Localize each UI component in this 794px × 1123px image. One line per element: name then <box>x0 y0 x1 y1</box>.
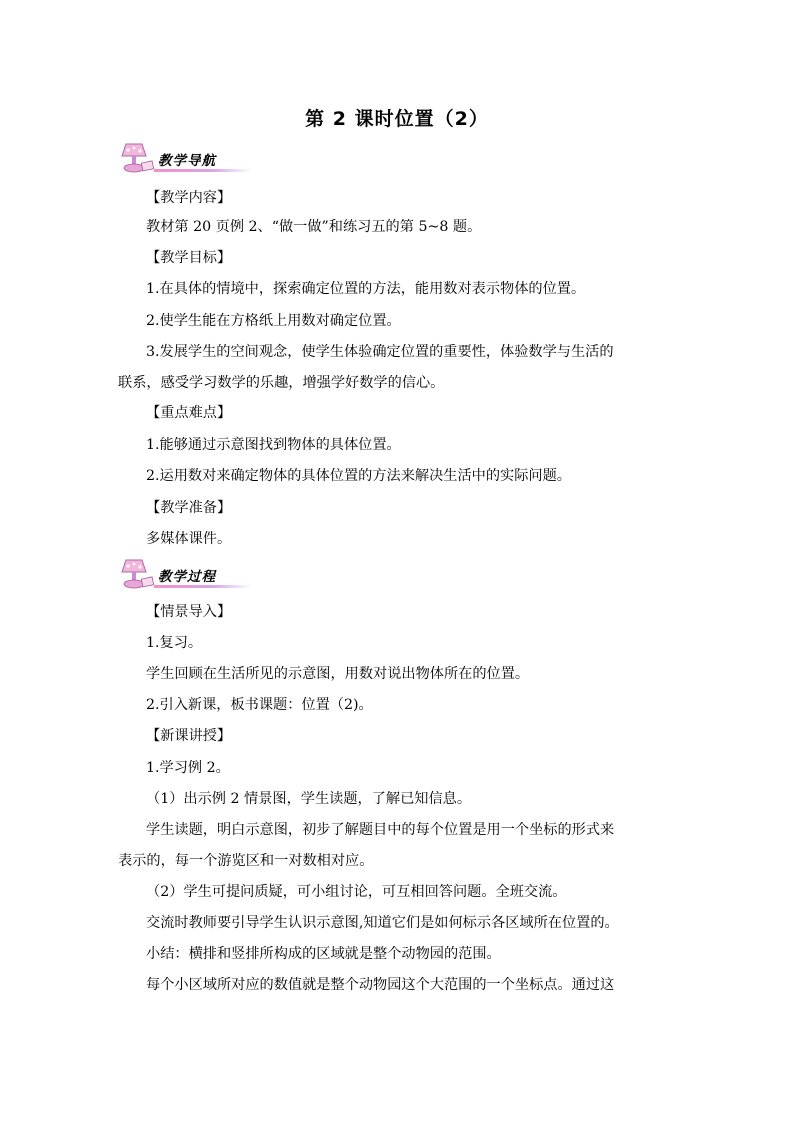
section-header-process <box>116 556 256 592</box>
text-line: 每个小区域所对应的数值就是整个动物园这个大范围的一个坐标点。通过这 <box>146 977 615 993</box>
text-line: 学生回顾在生活所见的示意图，用数对说出物体所在的位置。 <box>146 666 530 682</box>
text-line: 学生读题，明白示意图，初步了解题目中的每个位置是用一个坐标的形式来 <box>146 822 615 838</box>
heading-new-lesson: 【新课讲授】 <box>146 728 232 744</box>
heading-scene-intro: 【情景导入】 <box>146 604 232 620</box>
lamp-icon <box>116 556 156 592</box>
section-label-navigation: 教学导航 <box>158 153 216 169</box>
heading-teaching-goals: 【教学目标】 <box>146 250 232 266</box>
section-underline <box>154 585 252 588</box>
text-line: 小结：横排和竖排所构成的区域就是整个动物园的范围。 <box>146 946 501 962</box>
text-line: 2.运用数对来确定物体的具体位置的方法来解决生活中的实际问题。 <box>146 468 571 484</box>
heading-preparation: 【教学准备】 <box>146 500 232 516</box>
text-line: 1.复习。 <box>146 635 203 651</box>
section-underline <box>154 169 252 172</box>
text-line: 2.使学生能在方格纸上用数对确定位置。 <box>146 313 401 329</box>
section-label-process: 教学过程 <box>158 569 216 585</box>
text-line: 教材第 20 页例 2、“做一做”和练习五的第 5~8 题。 <box>146 219 482 235</box>
text-line: 1.在具体的情境中，探索确定位置的方法，能用数对表示物体的位置。 <box>146 281 586 297</box>
text-line: 3.发展学生的空间观念，使学生体验确定位置的重要性，体验数学与生活的 <box>146 344 614 360</box>
text-line: （1）出示例 2 情景图，学生读题，了解已知信息。 <box>146 791 472 807</box>
lamp-icon <box>116 140 156 176</box>
heading-teaching-content: 【教学内容】 <box>146 190 232 206</box>
text-line: 多媒体课件。 <box>146 531 232 547</box>
text-line: 表示的，每一个游览区和一对数相对应。 <box>118 853 374 869</box>
text-line: 1.学习例 2。 <box>146 760 230 776</box>
text-line: 交流时教师要引导学生认识示意图,知道它们是如何标示各区域所在位置的。 <box>146 915 619 931</box>
text-line: （2）学生可提问质疑，可小组讨论，可互相回答问题。全班交流。 <box>146 884 567 900</box>
text-line: 1.能够通过示意图找到物体的具体位置。 <box>146 437 401 453</box>
text-line: 联系，感受学习数学的乐趣，增强学好数学的信心。 <box>118 375 445 391</box>
section-header-navigation <box>116 140 256 176</box>
page-title: 第 2 课时位置（2） <box>305 108 489 130</box>
text-line: 2.引入新课，板书课题：位置（2)。 <box>146 697 373 713</box>
heading-key-points: 【重点难点】 <box>146 405 232 421</box>
